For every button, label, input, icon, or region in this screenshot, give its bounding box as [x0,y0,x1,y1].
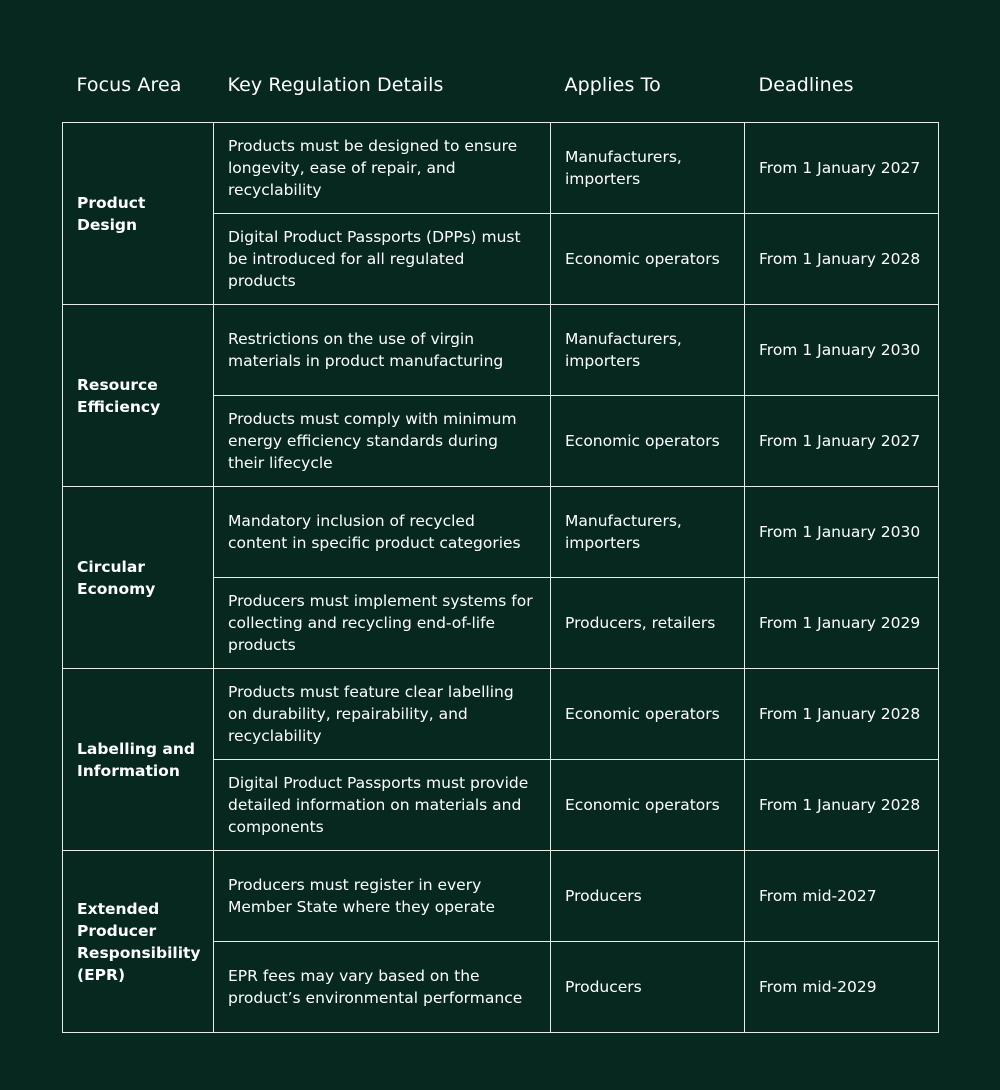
applies-to-cell: Economic operators [551,396,745,487]
applies-to-cell: Economic operators [551,760,745,851]
deadline-cell: From 1 January 2027 [745,123,939,214]
regulation-details-cell: Digital Product Passports must provide detailed information on materials and components [214,760,551,851]
regulation-details-cell: Products must feature clear labelling on durability, repairability, and recyclability [214,669,551,760]
applies-to-cell: Economic operators [551,669,745,760]
regulation-table [62,64,939,1033]
deadline-cell: From 1 January 2027 [745,396,939,487]
regulation-details-cell: Mandatory inclusion of recycled content in specific product categories [214,487,551,578]
deadline-cell: From 1 January 2029 [745,578,939,669]
focus-area-cell: Labelling and Information [63,669,214,851]
focus-area-cell: Circular Economy [63,487,214,669]
regulation-details-cell: EPR fees may vary based on the product’s environmental performance [214,942,551,1033]
focus-area-cell: Extended Producer Responsibility (EPR) [63,851,214,1033]
table-row [63,123,939,214]
deadline-cell: From 1 January 2028 [745,214,939,305]
regulation-details-cell: Products must comply with minimum energy efficiency standards during their lifecycle [214,396,551,487]
applies-to-cell: Producers, retailers [551,578,745,669]
table-row [63,305,939,396]
table-header-row [63,64,939,123]
regulation-details-cell: Products must be designed to ensure longevity, ease of repair, and recyclability [214,123,551,214]
table-row [63,851,939,942]
applies-to-cell: Producers [551,851,745,942]
header-key-regulation-details: Key Regulation Details [227,74,444,96]
deadline-cell: From 1 January 2028 [745,760,939,851]
applies-to-cell: Economic operators [551,214,745,305]
header-applies-to: Applies To [564,74,661,96]
table-row [63,487,939,578]
deadline-cell: From 1 January 2030 [745,305,939,396]
applies-to-cell: Manufacturers, importers [551,305,745,396]
applies-to-cell: Manufacturers, importers [551,487,745,578]
deadline-cell: From mid-2029 [745,942,939,1033]
header-focus-area: Focus Area [76,74,182,96]
deadline-cell: From 1 January 2030 [745,487,939,578]
focus-area-cell: Product Design [63,123,214,305]
applies-to-cell: Producers [551,942,745,1033]
regulation-details-cell: Producers must register in every Member State where they operate [214,851,551,942]
focus-area-cell: Resource Efficiency [63,305,214,487]
regulation-details-cell: Digital Product Passports (DPPs) must be introduced for all regulated products [214,214,551,305]
regulation-table-container [62,64,938,1033]
table-row [63,669,939,760]
header-deadlines: Deadlines [758,74,854,96]
deadline-cell: From mid-2027 [745,851,939,942]
regulation-details-cell: Producers must implement systems for collecting and recycling end-of-life products [214,578,551,669]
deadline-cell: From 1 January 2028 [745,669,939,760]
regulation-details-cell: Restrictions on the use of virgin materials in product manufacturing [214,305,551,396]
applies-to-cell: Manufacturers, importers [551,123,745,214]
